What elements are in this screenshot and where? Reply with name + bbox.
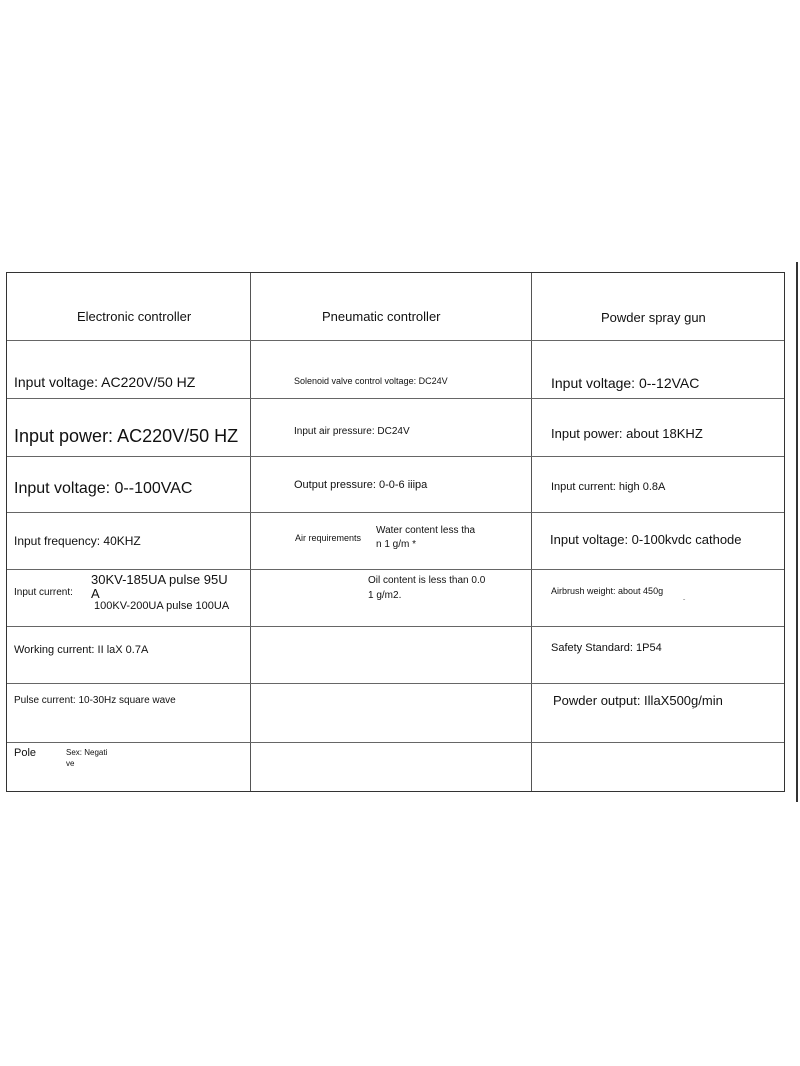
pneumatic-solenoid-voltage: Solenoid valve control voltage: DC24V <box>294 376 448 386</box>
header-electronic-controller: Electronic controller <box>77 309 192 324</box>
pneumatic-water-content-line1: Water content less tha <box>376 525 476 536</box>
electronic-working-current: Working current: II laX 0.7A <box>14 644 149 656</box>
row-divider <box>7 683 784 684</box>
gun-input-voltage: Input voltage: 0--12VAC <box>551 375 700 391</box>
electronic-input-voltage-2: Input voltage: 0--100VAC <box>14 480 193 497</box>
row-divider <box>7 512 784 513</box>
pneumatic-oil-content-line1: Oil content is less than 0.0 <box>368 575 486 586</box>
gun-powder-output: Powder output: IllaX500g/min <box>553 693 723 708</box>
header-pneumatic-controller: Pneumatic controller <box>322 309 441 324</box>
gun-input-voltage-cathode: Input voltage: 0-100kvdc cathode <box>550 532 742 547</box>
column-divider <box>250 273 251 791</box>
column-divider <box>531 273 532 791</box>
row-divider <box>7 398 784 399</box>
row-divider <box>7 340 784 341</box>
pneumatic-input-air-pressure: Input air pressure: DC24V <box>294 426 410 437</box>
pneumatic-water-content-line2: n 1 g/m * <box>376 539 417 550</box>
row-divider <box>7 626 784 627</box>
pneumatic-air-requirements-label: Air requirements <box>295 533 362 543</box>
gun-airbrush-weight: Airbrush weight: about 450g <box>551 586 664 596</box>
electronic-input-current-line1-wrap: A <box>91 586 100 601</box>
gun-input-current: Input current: high 0.8A <box>551 481 666 493</box>
pneumatic-oil-content-line2: 1 g/m2. <box>368 590 402 601</box>
page-edge-line <box>796 262 798 802</box>
gun-airbrush-weight-mark: ˉ <box>683 599 686 606</box>
row-divider <box>7 742 784 743</box>
pneumatic-output-pressure: Output pressure: 0-0-6 iiipa <box>294 479 428 491</box>
electronic-input-power: Input power: AC220V/50 HZ <box>14 426 239 446</box>
gun-safety-standard: Safety Standard: 1P54 <box>551 642 662 654</box>
gun-input-power: Input power: about 18KHZ <box>551 426 703 441</box>
header-powder-spray-gun: Powder spray gun <box>601 310 706 325</box>
row-divider <box>7 456 784 457</box>
gun-powder-output-mark: ˉ <box>692 708 695 715</box>
row-divider <box>7 569 784 570</box>
electronic-pulse-current: Pulse current: 10-30Hz square wave <box>14 695 176 706</box>
electronic-input-current-line2: 100KV-200UA pulse 100UA <box>94 600 230 612</box>
electronic-polarity-line2: ve <box>66 759 75 768</box>
electronic-input-current-line1: 30KV-185UA pulse 95U <box>91 572 228 587</box>
electronic-input-current-label: Input current: <box>14 587 73 598</box>
spec-table <box>6 272 785 792</box>
electronic-input-frequency: Input frequency: 40KHZ <box>14 534 141 548</box>
electronic-input-voltage: Input voltage: AC220V/50 HZ <box>14 374 196 390</box>
electronic-pole-label: Pole <box>14 747 37 759</box>
electronic-polarity-line1: Sex: Negati <box>66 748 108 757</box>
